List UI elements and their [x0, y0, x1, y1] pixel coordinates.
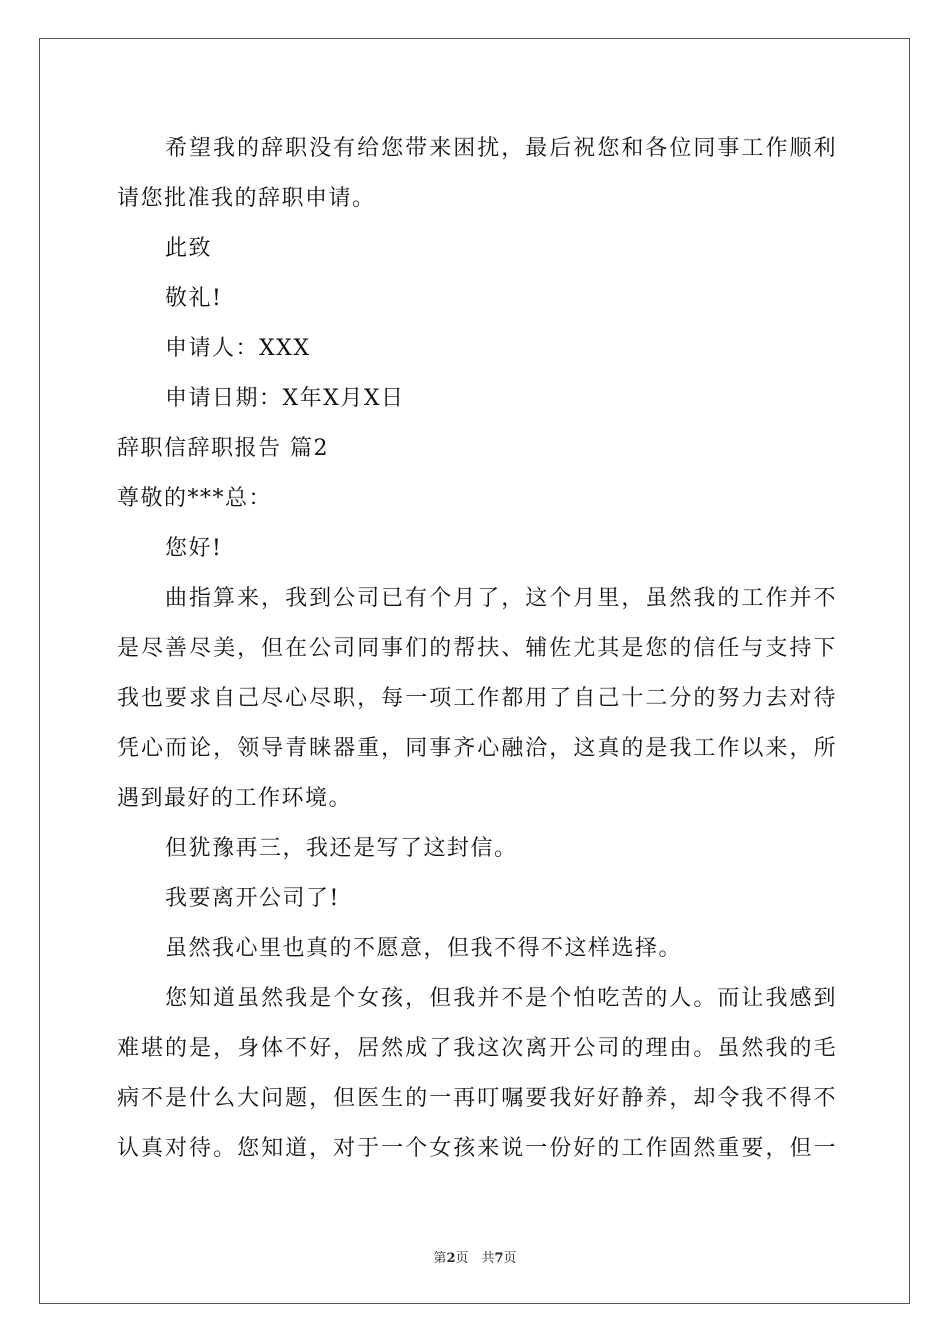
text-line: 申请日期：X年X月X日: [165, 386, 405, 411]
text-line: 病不是什么大问题，但医生的一再叮嘱要我好好静养，却令我不得不: [117, 1086, 837, 1111]
text-line: 难堪的是，身体不好，居然成了我这次离开公司的理由。虽然我的毛: [117, 1036, 837, 1061]
text-line: 尊敬的***总：: [117, 486, 273, 511]
text-line: 是尽善尽美，但在公司同事们的帮扶、辅佐尤其是您的信任与支持下: [117, 636, 837, 661]
text-line: 您好!: [165, 536, 223, 561]
text-line: 凭心而论，领导青睐器重，同事齐心融洽，这真的是我工作以来，所: [117, 736, 837, 761]
text-line: 遇到最好的工作环境。: [117, 786, 353, 811]
text-line: 虽然我心里也真的不愿意，但我不得不这样选择。: [165, 936, 683, 961]
footer-suffix: 页: [503, 1251, 517, 1266]
text-line: 此致: [165, 236, 213, 261]
text-line: 希望我的辞职没有给您带来困扰，最后祝您和各位同事工作顺利: [165, 136, 837, 161]
document-body: [117, 124, 837, 1174]
footer-prefix: 第: [433, 1251, 447, 1266]
footer-mid: 页 共: [455, 1251, 495, 1266]
text-line: 辞职信辞职报告 篇2: [117, 436, 329, 461]
footer-page-number: 2: [446, 1251, 456, 1266]
footer-total-pages: 7: [494, 1251, 504, 1266]
text-line: 认真对待。您知道，对于一个女孩来说一份好的工作固然重要，但一: [117, 1136, 837, 1161]
text-line: 但犹豫再三，我还是写了这封信。: [165, 836, 518, 861]
text-line: 敬礼!: [165, 286, 223, 311]
text-line: 我要离开公司了!: [165, 886, 340, 911]
text-line: 我也要求自己尽心尽职，每一项工作都用了自己十二分的努力去对待: [117, 686, 837, 711]
text-line: 请您批准我的辞职申请。: [117, 186, 376, 211]
text-line: 曲指算来，我到公司已有个月了，这个月里，虽然我的工作并不: [165, 586, 837, 611]
page-footer: [0, 1247, 950, 1266]
text-line: 您知道虽然我是个女孩，但我并不是个怕吃苦的人。而让我感到: [165, 986, 837, 1011]
text-line: 申请人：XXX: [165, 336, 311, 361]
